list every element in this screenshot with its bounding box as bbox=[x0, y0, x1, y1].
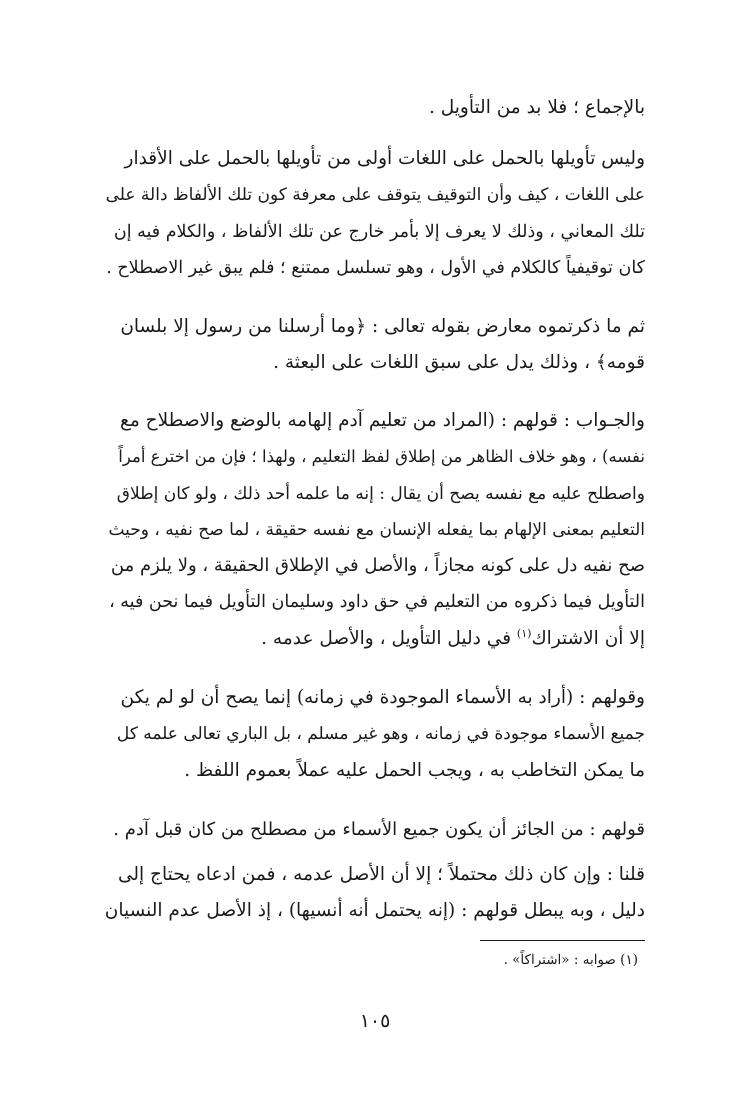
paragraph-4 bbox=[105, 403, 645, 657]
paragraph-7 bbox=[105, 857, 645, 930]
text-line: بالإجماع ؛ فلا بد من التأويل . bbox=[428, 97, 645, 118]
text-line: قلنا : وإن كان ذلك محتملاً ؛ إلا أن الأصل عدمه ، فمن ادعاه يحتاج إلى bbox=[117, 864, 645, 885]
paragraph-1 bbox=[105, 90, 645, 126]
text-line: قومه﴾ ، وذلك يدل على سبق اللغات على البعثة . bbox=[273, 352, 645, 374]
text-segment: في دليل التأويل ، والأصل عدمه . bbox=[261, 627, 517, 649]
text-line: واصطلح عليه مع نفسه يصح أن يقال : إنه ما علمه أحد ذلك ، ولو كان إطلاق bbox=[116, 483, 645, 504]
text-line: جميع الأسماء موجودة في زمانه ، وهو غير مسلم ، بل الباري تعالى علمه كل bbox=[116, 724, 645, 745]
text-line: وليس تأويلها بالحمل على اللغات أولى من تأويلها بالحمل على الأقدار bbox=[124, 148, 645, 169]
text-line: كان توقيفياً كالكلام في الأول ، وهو تسلسل ممتنع ؛ فلم يبق غير الاصطلاح . bbox=[106, 257, 645, 278]
text-line: صح نفيه دل على كونه مجازاً ، والأصل في الإطلاق الحقيقة ، ولا يلزم من bbox=[110, 555, 645, 577]
paragraph-3 bbox=[105, 309, 645, 382]
text-line: ثم ما ذكرتموه معارض بقوله تعالى : ﴿وما أرسلنا من رسول إلا بلسان bbox=[120, 316, 645, 337]
text-segment: إلا أن الاشتراك bbox=[531, 627, 645, 649]
footnote-divider bbox=[480, 940, 645, 941]
text-line: على اللغات ، كيف وأن التوقيف يتوقف على معرفة كون تلك الألفاظ دالة على bbox=[105, 185, 645, 206]
text-line: ما يمكن التخاطب به ، ويجب الحمل عليه عملاً بعموم اللفظ . bbox=[184, 759, 645, 781]
paragraph-2 bbox=[105, 141, 645, 286]
paragraph-5 bbox=[105, 680, 645, 789]
text-line: التأويل فيما ذكروه من التعليم في حق داود وسليمان التأويل فيما نحن فيه ، bbox=[109, 592, 645, 613]
footnote: (١) صوابه : «اشتراكاً» . bbox=[503, 952, 638, 968]
paragraph-6 bbox=[105, 812, 645, 848]
text-line: وقولهم : (أراد به الأسماء الموجودة في زمانه) إنما يصح أن لو لم يكن bbox=[120, 687, 645, 708]
text-line bbox=[105, 621, 645, 657]
text-line: قولهم : من الجائز أن يكون جميع الأسماء من مصطلح من كان قبل آدم . bbox=[113, 819, 645, 840]
text-line: تلك المعاني ، وذلك لا يعرف إلا بأمر خارج عن تلك الألفاظ ، والكلام فيه إن bbox=[113, 221, 645, 242]
text-line: نفسه) ، وهو خلاف الظاهر من إطلاق لفظ التعليم ، ولهذا ؛ فإن من اخترع أمراً bbox=[118, 447, 645, 467]
text-line: دليل ، وبه يبطل قولهم : (إنه يحتمل أنه أنسيها) ، إذ الأصل عدم النسيان bbox=[105, 900, 645, 922]
text-line: التعليم بمعنى الإلهام بما يفعله الإنسان مع نفسه حقيقة ، لما صح نفيه ، وحيث bbox=[108, 519, 645, 540]
footnote-reference: (١) bbox=[516, 626, 532, 640]
page-number: ١٠٥ bbox=[359, 1010, 391, 1032]
text-line: والجـواب : قولهم : (المراد من تعليم آدم إلهامه بالوضع والاصطلاح مع bbox=[120, 410, 645, 431]
